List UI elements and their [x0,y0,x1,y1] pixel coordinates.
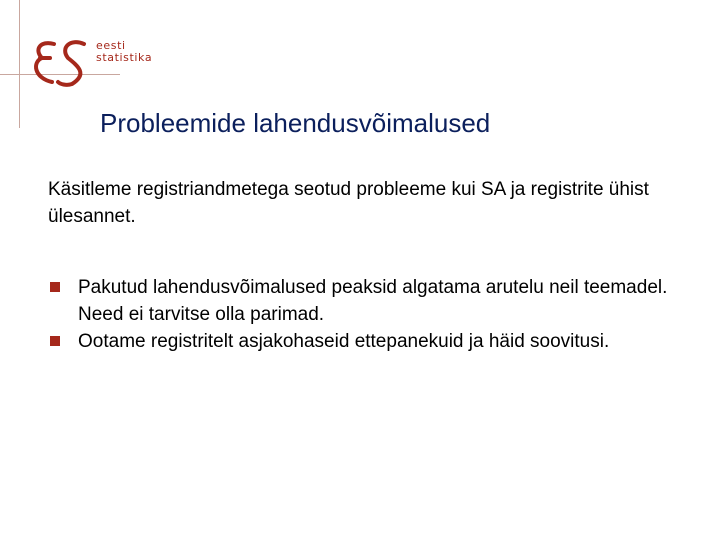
bullet-list [48,274,688,355]
bullet-text: Pakutud lahendusvõimalused peaksid algatama arutelu neil teemadel. Need ei tarvitse olla parimad. [78,277,668,325]
bullet-item [48,328,688,355]
logo-wordmark [96,40,152,64]
square-bullet-icon [50,282,60,292]
slide-title: Probleemide lahendusvõimalused [100,108,491,138]
bullet-item [48,274,688,328]
statistics-estonia-logo-icon [30,38,90,90]
square-bullet-icon [50,336,60,346]
logo-guide-vertical [19,0,20,128]
logo-line-statistika: statistika [96,51,153,64]
intro-paragraph: Käsitleme registriandmetega seotud probleeme kui SA ja registrite ühist ülesannet. [48,179,649,227]
bullet-text: Ootame registritelt asjakohaseid ettepanekuid ja häid soovitusi. [78,331,610,352]
logo-line-eesti: eesti [96,39,126,52]
